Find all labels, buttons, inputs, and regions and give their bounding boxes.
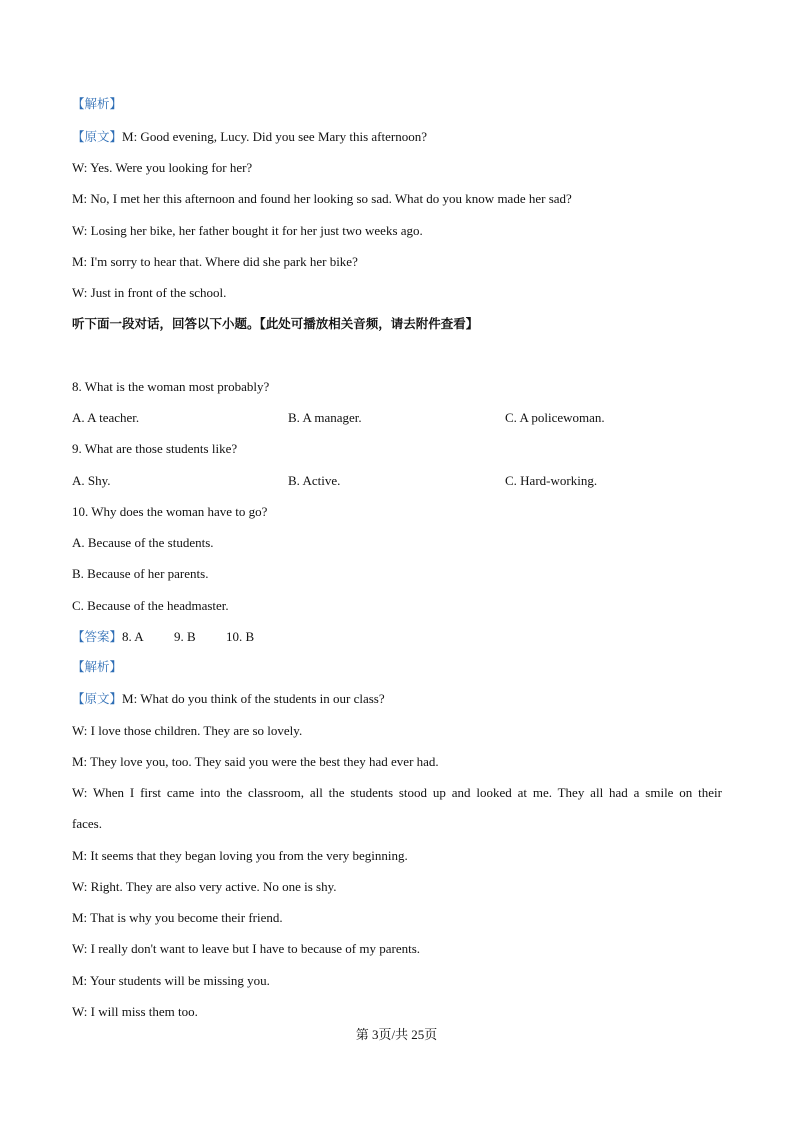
transcript-line: M: It seems that they began loving you from the very beginning. xyxy=(72,848,408,863)
answer-label: 【答案】 xyxy=(72,629,123,644)
answer-item: 8. A xyxy=(122,629,144,644)
transcript-line: M: No, I met her this afternoon and found her looking so sad. What do you know made her sad? xyxy=(72,191,572,206)
transcript-text: M: What do you think of the students in our class? xyxy=(122,691,385,706)
transcript-line: W: Right. They are also very active. No one is shy. xyxy=(72,879,337,894)
transcript-line: W: I love those children. They are so lovely. xyxy=(72,723,303,738)
option: C. A policewoman. xyxy=(505,410,605,425)
answer-line xyxy=(72,629,254,645)
analysis-label-2: 【解析】 xyxy=(72,659,123,674)
transcript-label-1: 【原文】 xyxy=(72,129,123,144)
transcript-line: W: I really don't want to leave but I have to because of my parents. xyxy=(72,941,421,956)
question-stem: 10. Why does the woman have to go? xyxy=(72,504,268,519)
option: B. Active. xyxy=(288,473,341,488)
option: B. A manager. xyxy=(288,410,362,425)
question-stem: 8. What is the woman most probably? xyxy=(72,379,270,394)
transcript-label-2: 【原文】 xyxy=(72,691,123,706)
transcript-line: M: They love you, too. They said you were the best they had ever had. xyxy=(72,754,439,769)
analysis-label-1: 【解析】 xyxy=(72,96,123,111)
answer-item: 10. B xyxy=(226,629,255,644)
transcript-text: M: Good evening, Lucy. Did you see Mary this afternoon? xyxy=(122,129,427,144)
option: B. Because of her parents. xyxy=(72,566,209,581)
transcript-line: W: When I first came into the classroom, all the students stood up and looked at me. They all had a smile on their xyxy=(72,785,722,800)
transcript-line xyxy=(72,691,385,707)
transcript-line: M: Your students will be missing you. xyxy=(72,973,270,988)
page-number-footer: 第 3页/共 25页 xyxy=(355,1027,438,1042)
answer-item: 9. B xyxy=(174,629,196,644)
transcript-line: W: Just in front of the school. xyxy=(72,285,227,300)
option: A. Shy. xyxy=(72,473,111,488)
transcript-line: W: Yes. Were you looking for her? xyxy=(72,160,253,175)
transcript-line: W: I will miss them too. xyxy=(72,1004,198,1019)
option: C. Hard-working. xyxy=(505,473,598,488)
transcript-line xyxy=(72,129,427,145)
transcript-line: M: I'm sorry to hear that. Where did she park her bike? xyxy=(72,254,358,269)
option: C. Because of the headmaster. xyxy=(72,598,229,613)
option: A. A teacher. xyxy=(72,410,140,425)
transcript-line: faces. xyxy=(72,816,102,831)
question-stem: 9. What are those students like? xyxy=(72,441,238,456)
option: A. Because of the students. xyxy=(72,535,214,550)
transcript-line: W: Losing her bike, her father bought it for her just two weeks ago. xyxy=(72,223,423,238)
transcript-line: M: That is why you become their friend. xyxy=(72,910,283,925)
listening-instruction: 听下面一段对话，回答以下小题。【此处可播放相关音频，请去附件查看】 xyxy=(72,316,479,331)
